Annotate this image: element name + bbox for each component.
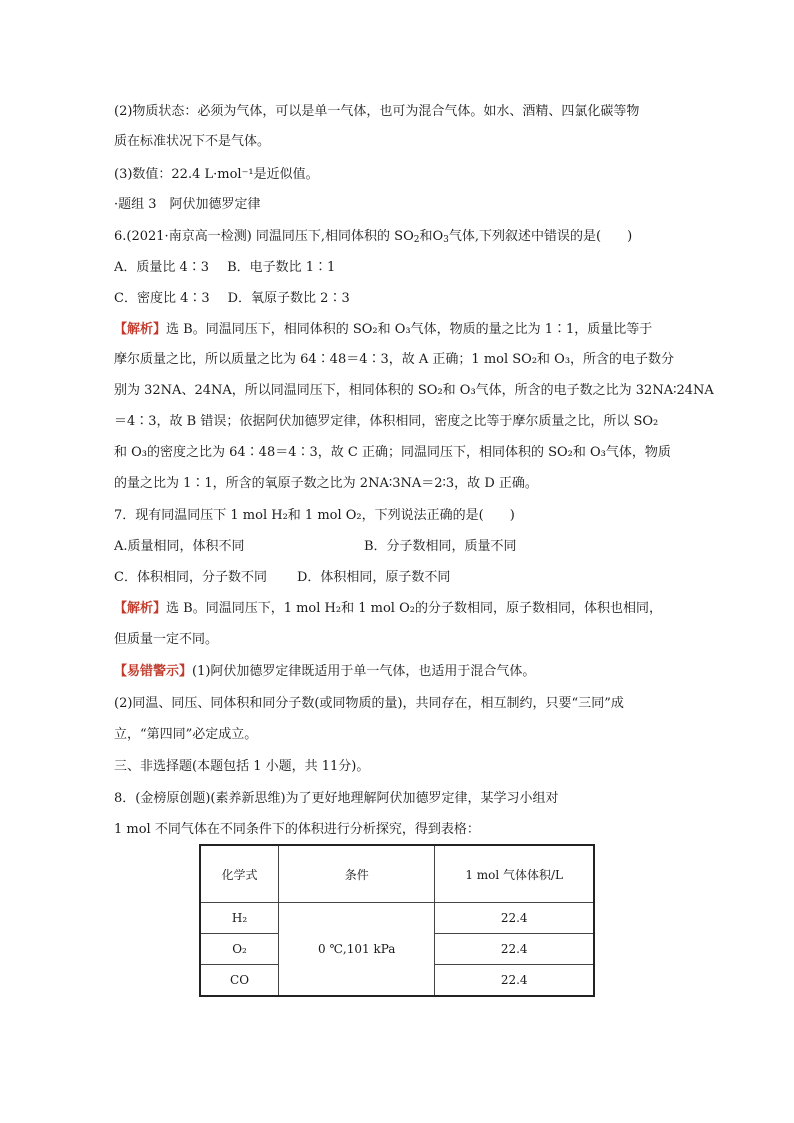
option-c: C．体积相同，分子数不同 — [114, 570, 267, 585]
section-heading: ·题组 3 阿伏加德罗定律 — [114, 197, 261, 212]
question-7-options-row2 — [114, 568, 450, 588]
analysis-tag: 【解析】 — [114, 601, 167, 616]
volume-cell: 22.4 — [435, 903, 594, 934]
analysis-line: 【解析】选 B。同温同压下，1 mol H₂和 1 mol O₂的分子数相同，原子数相同，体积也相同， — [114, 601, 662, 616]
question-6-options-row2 — [114, 289, 350, 309]
analysis-line: 但质量一定不同。 — [114, 632, 219, 647]
option-d: D．氧原子数比 2∶3 — [227, 291, 350, 306]
formula-cell: H₂ — [200, 903, 279, 934]
option-b: B．电子数比 1∶1 — [227, 260, 336, 275]
table-header-row — [200, 845, 594, 903]
question-6-stem: 6.(2021·南京高一检测) 同温同压下,相同体积的 $SO_2$和$O_3$气体,下列叙述中错误的是( ) — [114, 229, 633, 245]
warning-tag: 【易错警示】 — [114, 664, 193, 679]
volume-cell: 22.4 — [435, 965, 594, 997]
volume-cell: 22.4 — [435, 934, 594, 965]
analysis-line: 摩尔质量之比，所以质量之比为 64∶48＝4∶3，故 A 正确；1 mol SO₂和 O₃，所含的电子数分 — [114, 352, 675, 367]
text-line: (2)物质状态：必须为气体，可以是单一气体，也可为混合气体。如水、酒精、四氯化碳等物 — [114, 104, 640, 119]
text-line: (3)数值：22.4 L·mol⁻¹是近似值。 — [114, 167, 319, 182]
question-8-line: 8．(金榜原创题)(素养新思维)为了更好地理解阿伏加德罗定律，某学习小组对 — [114, 791, 559, 806]
header-condition: 条件 — [279, 845, 435, 903]
analysis-line: 的量之比为 1∶1，所含的氧原子数之比为 2NA∶3NA＝2∶3，故 D 正确。 — [114, 476, 538, 491]
header-formula: 化学式 — [200, 845, 279, 903]
analysis-line: 和 O₃的密度之比为 64∶48＝4∶3，故 C 正确；同温同压下，相同体积的 SO₂和 O₃气体，物质 — [114, 445, 671, 460]
option-b: B．分子数相同，质量不同 — [364, 539, 517, 554]
condition-cell: 0 ℃,101 kPa — [279, 903, 435, 997]
header-volume: 1 mol 气体体积/L — [435, 845, 594, 903]
question-7-options-row1 — [114, 537, 245, 557]
analysis-tag: 【解析】 — [114, 322, 167, 337]
analysis-line: 【解析】选 B。同温同压下，相同体积的 SO₂和 O₃气体，物质的量之比为 1∶1，质量比等于 — [114, 322, 653, 337]
question-8-line: 1 mol 不同气体在不同条件下的体积进行分析探究，得到表格： — [114, 822, 480, 837]
warning-line: 立，“第四同”必定成立。 — [114, 727, 258, 742]
option-a: A．质量比 4∶3 — [114, 260, 210, 275]
warning-line: (2)同温、同压、同体积和同分子数(或同物质的量)，共同存在，相互制约，只要“三同”成 — [114, 696, 624, 711]
question-6-options-row1 — [114, 258, 335, 278]
analysis-line: 别为 32NA、24NA，所以同温同压下，相同体积的 SO₂和 O₃气体，所含的电子数之比为 32NA∶24NA — [114, 383, 714, 398]
option-a: A.质量相同，体积不同 — [114, 539, 245, 554]
option-c: C．密度比 4∶3 — [114, 291, 210, 306]
formula-cell: O₂ — [200, 934, 279, 965]
text-line: 质在标准状况下不是气体。 — [114, 134, 271, 149]
option-d: D．体积相同，原子数不同 — [296, 570, 451, 585]
table-row — [200, 903, 594, 934]
formula-cell: CO — [200, 965, 279, 997]
section-heading: 三、非选择题(本题包括 1 小题，共 11分)。 — [114, 759, 370, 774]
gas-volume-table — [199, 844, 595, 997]
question-7-stem: 7．现有同温同压下 1 mol H₂和 1 mol O₂，下列说法正确的是( ) — [114, 508, 515, 523]
analysis-line: ＝4∶3，故 B 错误；依据阿伏加德罗定律，体积相同，密度之比等于摩尔质量之比，所以 SO₂ — [114, 414, 659, 429]
warning-line: 【易错警示】(1)阿伏加德罗定律既适用于单一气体，也适用于混合气体。 — [114, 664, 536, 679]
